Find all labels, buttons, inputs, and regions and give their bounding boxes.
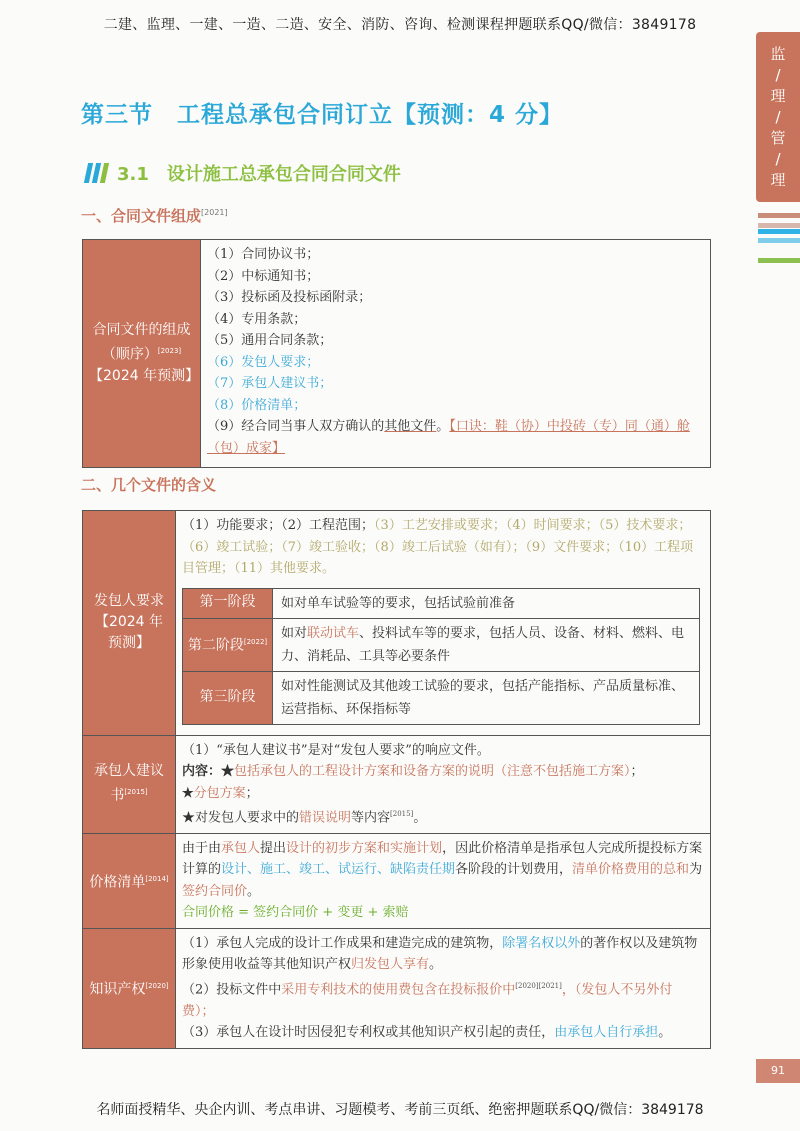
mnemonic: 【口诀：鞋（协）中投砖（专）同（通）舱（包）成家】	[207, 419, 690, 456]
stage-text: 如对单车试验等的要求，包括试验前准备	[273, 588, 700, 618]
contractor-proposal-content: （1）“承包人建议书”是对“发包人要求”的响应文件。 内容：★包括承包人的工程设计方案和设备方案的说明（注意不包括施工方案）； ★分包方案； ★对发包人要求中的错误说明等内容[2015]。	[176, 735, 711, 833]
stage-text: 如对性能测试及其他竣工试验的要求，包括产能指标、产品质量标准、运营指标、环保指标等	[273, 671, 700, 724]
requirements-text: （1）功能要求；（2）工程范围；（3）工艺安排或要求；（4）时间要求；（5）技术要求；（6）竣工试验；（7）竣工验收；（8）竣工后试验（如有）；（9）文件要求；（10）工程项目管理；（11）其他要求。	[182, 518, 694, 576]
employer-requirements-label: 发包人要求 【2024 年预测】	[83, 511, 176, 736]
page-number: 91	[756, 1059, 800, 1083]
stage-row	[183, 671, 700, 724]
stage-text: 如对联动试车、投料试车等的要求，包括人员、设备、材料、燃料、电力、消耗品、工具等必要条件	[273, 618, 700, 671]
decor-stripe	[758, 223, 800, 228]
price-list-content: 由于由承包人提出设计的初步方案和实施计划，因此价格清单是指承包人完成所提投标方案计算的设计、施工、竣工、试运行、缺陷责任期各阶段的计划费用，清单价格费用的总和为签约合同价。 合同价格 = 签约合同价 + 变更 + 索赔	[176, 833, 711, 928]
doc-meanings-table	[82, 510, 711, 1049]
stage-row	[183, 588, 700, 618]
side-tab-char: 理	[770, 170, 786, 189]
header-banner: 二建、监理、一建、一造、二造、安全、消防、咨询、检测课程押题联系QQ/微信：3849178	[103, 17, 697, 33]
stage-label: 第二阶段[2022]	[183, 618, 273, 671]
price-list-label: 价格清单[2014]	[83, 833, 176, 928]
ip-content: （1）承包人完成的设计工作成果和建造完成的建筑物，除署名权以外的著作权以及建筑物形象使用收益等其他知识产权归发包人享有。 （2）投标文件中采用专利技术的使用费包含在投标报价中[2020][2021]，（发包人不另外付费）； （3）承包人在设计时因侵犯专利权或其他知识产权引起的责任，由承包人自行承担。	[176, 928, 711, 1048]
heading-doc-meanings: 二、几个文件的含义	[81, 476, 217, 494]
stage-row	[183, 618, 700, 671]
decor-stripe	[758, 229, 800, 234]
list-item: （6）发包人要求；	[207, 354, 320, 370]
side-tab	[756, 32, 800, 202]
bars-icon	[86, 163, 107, 183]
side-tab-sep: /	[775, 107, 781, 126]
list-item: （5）通用合同条款；	[207, 333, 333, 348]
side-tab-char: 监	[770, 44, 786, 63]
heading-text: 一、合同文件组成	[81, 207, 202, 225]
section-title: 第三节 工程总承包合同订立【预测：4 分】	[81, 102, 564, 128]
sub-title	[86, 160, 401, 186]
citation: [2023]	[157, 347, 182, 356]
side-tab-char: 管	[770, 128, 786, 147]
list-item: （2）中标通知书；	[207, 268, 320, 284]
list-item: （4）专用条款；	[207, 311, 307, 327]
side-tab-char: 理	[770, 86, 786, 105]
contract-docs-table	[82, 239, 711, 468]
footer-banner: 名师面授精华、央企内训、考点串讲、习题模考、考前三页纸、绝密押题联系QQ/微信：3849178	[96, 1102, 704, 1118]
citation: [2021]	[201, 208, 228, 217]
heading-contract-docs	[81, 205, 228, 226]
employer-requirements-content	[176, 511, 711, 736]
side-tab-sep: /	[775, 149, 781, 168]
contract-docs-list	[201, 240, 711, 468]
list-item: （7）承包人建议书；	[207, 376, 333, 391]
contract-docs-label: 合同文件的组成（顺序）[2023]【2024 年预测】	[83, 240, 201, 468]
price-formula: 合同价格 = 签约合同价 + 变更 + 索赔	[182, 905, 409, 921]
list-item: （3）投标函及投标函附录；	[207, 290, 372, 305]
sub-title-text: 3.1 设计施工总承包合同合同文件	[117, 164, 401, 185]
contractor-proposal-label: 承包人建议书[2015]	[83, 735, 176, 833]
list-item: （8）价格清单；	[207, 397, 307, 413]
stage-label: 第三阶段	[183, 671, 273, 724]
ip-label: 知识产权[2020]	[83, 928, 176, 1048]
decor-stripe	[758, 258, 800, 263]
decor-stripe	[758, 213, 800, 218]
list-item: （9）经合同当事人双方确认的其他文件。【口诀：鞋（协）中投砖（专）同（通）舱（包）成家】	[207, 419, 690, 456]
list-item: （1）合同协议书；	[207, 247, 320, 262]
stage-label: 第一阶段	[183, 588, 273, 618]
side-tab-sep: /	[775, 65, 781, 84]
stage-table	[182, 588, 700, 725]
decor-stripe	[758, 238, 800, 243]
